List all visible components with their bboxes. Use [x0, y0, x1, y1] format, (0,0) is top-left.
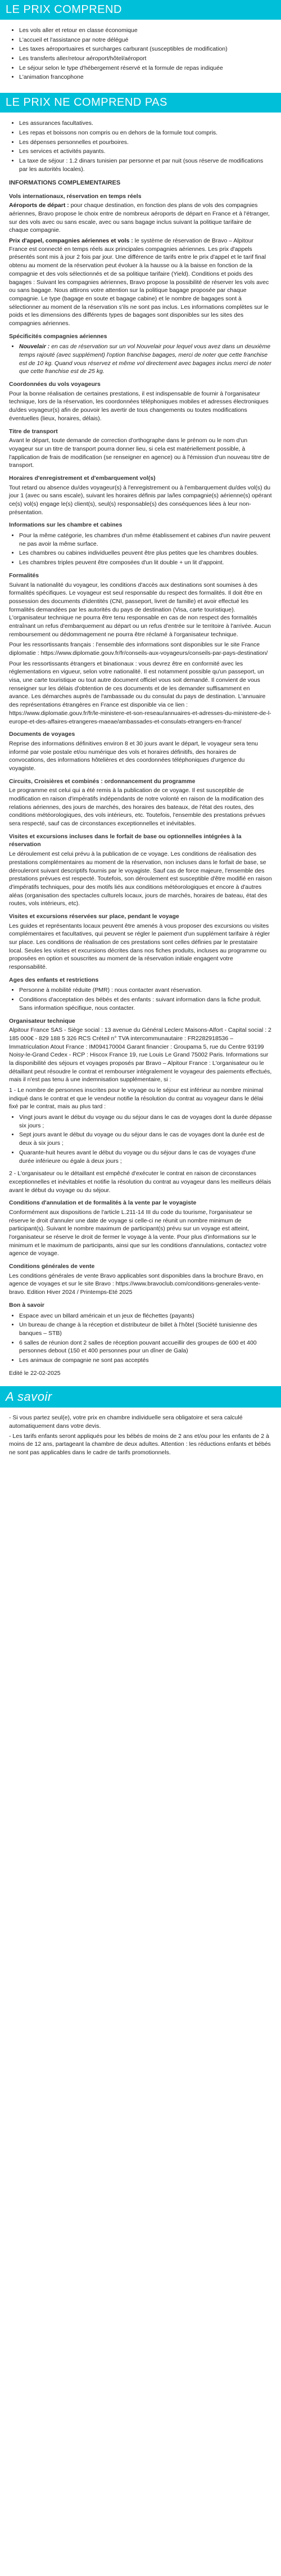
prix-ne-comprend-banner: LE PRIX NE COMPREND PAS — [0, 93, 281, 113]
documents-text: Reprise des informations définitives environ 8 et 30 jours avant le départ, le voyageur sera tenu informé par voie postale et/ou numérique des vols et horaires définitifs, des horaires de convocations, des informations hôtelières et des coordonnées téléphoniques d'urgence du voyagiste. — [9, 740, 258, 772]
bon-heading: Bon à savoir — [9, 1301, 45, 1309]
chambres-heading: Informations sur les chambre et cabines — [9, 522, 123, 529]
aeroports-text: pour chaque destination, en fonction des plans de vols des compagnies aériennes, Bravo propose le choix entre de nombreux aéroports de départ en France et à l'étranger, sur des vols avec ou sans escale, avec ou sans bagage inclus suivant la politique tarifaire de chaque compagnie. — [9, 202, 270, 234]
generales-text: Les conditions générales de vente Bravo applicables sont disponibles dans la brochure Bravo, en agence de voyages et sur le site Bravo : https://www.bravoclub.com/conditions-generales-vente-bravo. Edition Hiver 2024 / Printemps-Eté 2025 — [9, 1272, 264, 1296]
list-item: • Les repas et boissons non compris ou en dehors de la formule tout compris. — [19, 129, 272, 137]
prix-comprend-section — [0, 20, 281, 93]
list-item: • L'accueil et l'assistance par notre délégué — [19, 36, 272, 44]
prix-ne-comprend-section — [0, 113, 281, 1386]
list-item: • 6 salles de réunion dont 2 salles de réception pouvant accueillir des groupes de 600 et 400 personnes debout (150 et 400 personnes pour un dîner de Gala) — [19, 1339, 272, 1355]
edition-date: Edité le 22-02-2025 — [9, 1369, 61, 1377]
visites2-heading: Visites et excursions réservées sur place, pendant le voyage — [9, 912, 179, 920]
list-item: • Espace avec un billard américain et un jeux de fléchettes (payants) — [19, 1312, 272, 1320]
list-item: • La taxe de séjour : 1.2 dinars tunisien par personne et par nuit (sous réserve de modifications par les autorités locales). — [19, 157, 272, 173]
formalites-text: Suivant la nationalité du voyageur, les conditions d'accès aux destinations sont soumises à des formalités spécifiques. Le voyageur est seul responsable du respect des formalités. Il doit être en possession des documents d'identités (CNI, passeport, livret de famille) et avoir effectué les formalités demandées par les autorités du pays de destination (Visa, carte touristique). L'organisateur technique ne pourra être tenu responsable en cas de non respect des formalités entraînant un refus d'embarquement au départ ou un refus d'entrée sur le territoire à l'arrivée. Aucun remboursement ou dédommagement ne pourra être réclamé à l'organisateur technique. — [9, 581, 271, 638]
documents-heading: Documents de voyages — [9, 731, 75, 738]
list-item: • Les assurances facultatives. — [19, 119, 272, 128]
visites2-text: Les guides et représentants locaux peuvent être amenés à vous proposer des excursions ou visites complémentaires et facultatives, qui peuvent se régler le paiement d'un supplément tarifaire à régler sur place. Les conditions de réalisation de ces prestations sont celles définies par le prestataire local. Seules les visites et excursions décrites dans nos fiches produits, incluses au programme ou proposées en option et souscrites au moment de la réservation initiale engagent votre responsabilité. — [9, 922, 270, 971]
list-item: • Sept jours avant le début du voyage ou du séjour dans le cas de voyages dont la durée est de deux à six jours ; — [19, 1131, 272, 1147]
nouvelair-label: Nouvelair : — [19, 343, 50, 350]
vols-heading: Vols internationaux, réservation en temps réels — [9, 192, 142, 200]
a-savoir-line: - Les tarifs enfants seront appliqués pour les bébés de moins de 2 ans et/ou pour les enfants de 2 à moins de 12 ans, partageant la chambre de deux adultes. Attention : les réductions enfants et bébés ne sont pas applicables dans le cadre de tarifs promotionnels. — [9, 1432, 271, 1456]
visites-heading: Visites et excursions incluses dans le forfait de base ou optionnelles intégrées à la réservation — [9, 833, 242, 848]
annulation-heading: Conditions d'annulation et de formalités à la vente par le voyagiste — [9, 1199, 197, 1207]
list-item: • Les chambres triples peuvent être composées d'un lit double + un lit d'appoint. — [19, 559, 272, 567]
a-savoir-line: - Si vous partez seul(e), votre prix en chambre individuelle sera obligatoire et sera calculé automatiquement dans votre devis. — [9, 1414, 243, 1430]
list-item: • Les animaux de compagnie ne sont pas acceptés — [19, 1356, 272, 1365]
organisateur-text: Alpitour France SAS - Siège social : 13 avenue du Général Leclerc Maisons-Alfort - Capital social : 2 185 000€ - 829 188 5 326 RCS Créteil n° TVA intercommunautaire : FR2282918536 – Immatriculation Atout France : IM094170004 Garant financier : Groupama 5, rue du Centre 93199 Noisy-le-Grand Cedex - RCP : Hiscox France 19, rue Louis Le Grand 75002 Paris. Informations sur la disponibilité des séjours et voyages proposés par Bravo – Alpitour France : L'organisateur ou le détaillant peut résoudre le contrat et rembourser intégralement le voyageur des paiements effectués, mais il n'est pas tenu à une indemnisation supplémentaire, si : — [9, 1027, 272, 1084]
list-item: • Les services et activités payants. — [19, 147, 272, 156]
aeroports-label: Aéroports de départ : — [9, 202, 69, 209]
list-item: • Personne à mobilité réduite (PMR) : nous contacter avant réservation. — [19, 986, 272, 995]
list-item: • Les transferts aller/retour aéroport/hôtel/aéroport — [19, 55, 272, 63]
formalites-heading: Formalités — [9, 572, 39, 579]
formalites-etr-text: Pour les ressortissants étrangers et binationaux : vous devrez être en conformité avec les réglementations en vigueur, selon votre nationalité. Il est notamment possible qu'un passeport, un visa, une carte touristique ou tout autre document officiel vous soit demandé. Il convient de vous renseigner sur les délais d'obtention de ces documents et de les demander suffisamment en avance. Les démarches auprès de l'ambassade ou du consulat du pays de destination. L'annuaire des représentations étrangères en France est disponible via ce lien : https://www.diplomatie.gouv.fr/fr/le-ministere-et-son-reseau/annuaires-et-adresses-du-ministere-de-l-europe-et-des-affaires-etrangeres-maeae/ambassades-et-consulats-etrangers-en-france/ — [9, 660, 271, 725]
coordonnees-text: Pour la bonne réalisation de certaines prestations, il est indispensable de fournir à l'organisateur technique, lors de la réservation, les coordonnées téléphoniques mobiles et adresses électroniques du/des voyageur(s) afin de pouvoir les avertir de tous changements ou toutes modifications éventuelles (lieux, horaires, délais). — [9, 390, 269, 422]
organisateur-1: 1 - Le nombre de personnes inscrites pour le voyage ou le séjour est inférieur au nombre minimal indiqué dans le contrat et que le vendeur notifie la résolution du contrat au voyageur dans le délai fixé par le contrat, mais au plus tard : — [9, 1087, 264, 1111]
horaires-heading: Horaires d'enregistrement et d'embarquement vol(s) — [9, 474, 156, 482]
list-item: • Quarante-huit heures avant le début du voyage ou du séjour dans le cas de voyages d'une durée inférieure ou égale à deux jours ; — [19, 1149, 272, 1165]
chambres-list — [9, 532, 272, 567]
prix-comprend-banner: LE PRIX COMPREND — [0, 0, 281, 20]
visites-text: Le déroulement est celui prévu à la publication de ce voyage. Les conditions de réalisation des prestations complémentaires au moment de la réservation, non incluses dans le forfait de base, se dérouleront suivant descriptifs fournis par le voyagiste. Sauf cas de force majeure, l'ensemble des prestations prévues est respecté. Toutefois, son déroulement est susceptible d'être modifié en raison d'impératifs techniques, pour des motifs liés aux conditions météorologiques et encore à d'autres aléas (organisation des spectacles culturels locaux, jours de marchés, horaires de bateau, état des routes, vols intérieurs, etc). — [9, 851, 272, 907]
list-item: • Pour la même catégorie, les chambres d'un même établissement et cabines d'un navire peuvent ne pas avoir la même surface. — [19, 532, 272, 548]
list-item — [19, 343, 272, 376]
list-item: • Conditions d'acceptation des bébés et des enfants : suivant information dans la fiche produit. Sans information spécifique, nous contacter. — [19, 996, 272, 1012]
specificites-heading: Spécificités compagnies aériennes — [9, 332, 107, 340]
prix-paragraph — [9, 237, 272, 328]
a-savoir-section — [0, 1408, 281, 1469]
ages-list — [9, 986, 272, 1012]
aeroports-paragraph — [9, 201, 272, 235]
list-item: • Les chambres ou cabines individuelles peuvent être plus petites que les chambres doubles. — [19, 549, 272, 558]
prix-ne-comprend-list — [9, 119, 272, 173]
infos-heading: INFORMATIONS COMPLEMENTAIRES — [9, 179, 121, 187]
list-item: • Les vols aller et retour en classe économique — [19, 26, 272, 35]
list-item: • Les dépenses personnelles et pourboires. — [19, 138, 272, 147]
generales-heading: Conditions générales de vente — [9, 1263, 95, 1270]
list-item: • Les taxes aéroportuaires et surcharges carburant (susceptibles de modification) — [19, 45, 272, 53]
nouvelair-text: en cas de réservation sur un vol Nouvelair pour lequel vous avez dans un deuxième temps rajouté (avec supplément) l'option franchise bagages, merci de noter que cette franchise est de 10 kg. Quand vous réservez et même vol directement avec bagages inclus merci de noter que cette franchise est de 25 kg. — [19, 343, 271, 375]
list-item: • Vingt jours avant le début du voyage ou du séjour dans le cas de voyages dont la durée dépasse six jours ; — [19, 1113, 272, 1130]
organisateur-2: 2 - L'organisateur ou le détaillant est empêché d'exécuter le contrat en raison de circonstances exceptionnelles et inévitables et notifie la résolution du contrat au voyageur dans les meilleurs délais avant le début du voyage ou du séjour. — [9, 1170, 271, 1194]
horaires-text: Tout retard ou absence du/des voyageur(s) à l'enregistrement ou à l'embarquement du/des vol(s) du jour 1 (avec ou sans escale), suivant les horaires définis par la/les compagnie(s) aérienne(s) opérant ce(s) vol(s) engage le(s) client(s), seul(s) responsable(s) des conséquences liées à leur non-présentation. — [9, 484, 272, 516]
titre-text: Avant le départ, toute demande de correction d'orthographe dans le prénom ou le nom d'un voyageur sur un titre de transport pourra donner lieu, si cela est matériellement possible, à l'application de frais de modification (se renseigner en agence) ou à l'émission d'un nouveau titre de transport. — [9, 437, 270, 469]
circuits-text: Le programme est celui qui a été remis à la publication de ce voyage. Il est susceptible de modification en raison d'impératifs indépendants de notre volonté en raison de la modification des relations aériennes, des jours de marchés, des horaires des bateaux, de l'état des routes, des conditions météorologiques, des vols intérieurs, etc. Toutefois, l'ensemble des prestations prévues sera respecté, sauf cas de circonstances exceptionnelles et inévitables. — [9, 787, 265, 828]
a-savoir-banner: A savoir — [0, 1386, 281, 1408]
organisateur-heading: Organisateur technique — [9, 1017, 75, 1024]
list-item: • Un bureau de change à la réception et distributeur de billet à l'hôtel (Société tunisienne des banques – STB) — [19, 1321, 272, 1337]
formalites-fr-text: Pour les ressortissants français : l'ensemble des informations sont disponibles sur le site France diplomatie : https://www.diplomatie.gouv.fr/fr/conseils-aux-voyageurs/conseils-par-pays-destination/ — [9, 641, 268, 657]
list-item: • Le séjour selon le type d'hébergement réservé et la formule de repas indiquée — [19, 64, 272, 73]
titre-heading: Titre de transport — [9, 428, 58, 435]
circuits-heading: Circuits, Croisières et combinés : ordonnancement du programme — [9, 777, 196, 785]
organisateur-list — [9, 1113, 272, 1165]
annulation-text: Conformément aux dispositions de l'article L.211-14 III du code du tourisme, l'organisateur se réserve le droit d'annuler une date de voyage si celle-ci ne réunit un nombre minimum de participant(s). Suivant le nombre maximum de participant(s) prévu sur un voyage est atteint, l'organisateur se réserve le droit de fermer le voyage à la vente. Pour plus d'informations sur le minimum et le maximum de participants, ainsi que sur les conditions d'annulations, contactez votre agence de voyage. — [9, 1208, 267, 1257]
bon-list — [9, 1312, 272, 1365]
prix-comprend-list — [9, 26, 272, 82]
prix-label: Prix d'appel, compagnies aériennes et vols : — [9, 237, 133, 245]
list-item: • L'animation francophone — [19, 73, 272, 82]
prix-text: le système de réservation de Bravo – Alpitour France est connecté en temps réels aux principales compagnies aériennes. Les prix d'appels présentés sont mis à jour 2 fois par jour. Une différence de tarifs entre le prix d'appel et le tarif final obtenu au moment de la réservation peut évoluer à la hausse ou à la baisse en fonction de la compagnie et des vols sélectionnés et de sa politique tarifaire (Yield). Conditions et poids des bagages : Suivant les compagnies aériennes, Bravo propose la possibilité de réserver les vols avec ou sans bagage. Nous attirons votre attention sur la politique bagage proposée par chaque compagnie. Le type (bagage en soute et bagage cabine) et le nombre de bagages sont à sélectionner au moment de la réservation s'ils ne sont pas inclus. Les informations complètes sur le poids et les dimensions des différents types de bagages sont disponibles sur les sites des compagnies aériennes. — [9, 237, 269, 327]
coordonnees-heading: Coordonnées du vols voyageurs — [9, 381, 101, 388]
nouvelair-list — [9, 343, 272, 376]
ages-heading: Ages des enfants et restrictions — [9, 976, 99, 983]
